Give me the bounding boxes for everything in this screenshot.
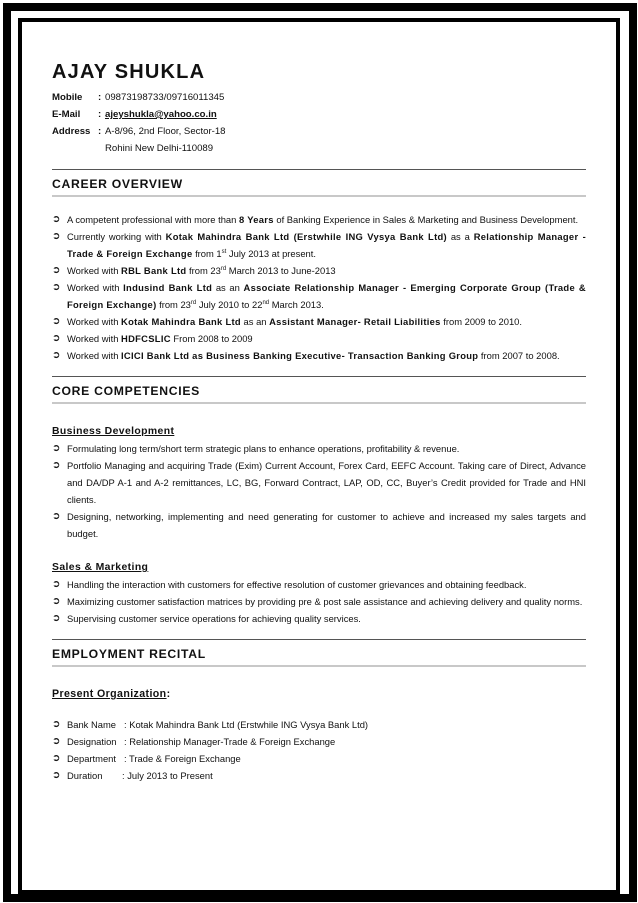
section-title-employment: EMPLOYMENT RECITAL bbox=[52, 647, 206, 661]
organization-details-list bbox=[52, 716, 586, 784]
present-organization-title: Present Organization: bbox=[52, 688, 171, 700]
sales-marketing-list bbox=[52, 576, 586, 627]
email-link[interactable]: ajeyshukla@yahoo.co.in bbox=[105, 109, 217, 120]
address-line-1: A-8/96, 2nd Floor, Sector-18 bbox=[105, 126, 226, 137]
arrow-bullet-icon: ➲ bbox=[52, 736, 61, 747]
section-divider-bottom bbox=[52, 665, 586, 667]
email-colon: : bbox=[98, 109, 102, 120]
section-divider-top bbox=[52, 639, 586, 640]
arrow-bullet-icon: ➲ bbox=[52, 333, 61, 344]
list-item: ➲ Maximizing customer satisfaction matrices by providing pre & post sale assistance and achieving delivery and quality norms. bbox=[52, 593, 586, 610]
career-list bbox=[52, 211, 586, 364]
list-item: ➲ Worked with Kotak Mahindra Bank Ltd as an Assistant Manager- Retail Liabilities from 2009 to 2010. bbox=[52, 313, 586, 330]
list-item: ➲ Handling the interaction with customers for effective resolution of customer grievances and obtaining feedback. bbox=[52, 576, 586, 593]
contact-email-row bbox=[52, 106, 586, 123]
list-item bbox=[52, 733, 586, 750]
list-item bbox=[52, 750, 586, 767]
list-item: ➲ Worked with RBL Bank Ltd from 23rd March 2013 to June-2013 bbox=[52, 262, 586, 279]
subsection-title-business-development: Business Development bbox=[52, 426, 175, 437]
contact-address-row bbox=[52, 123, 586, 140]
email-label: E-Mail bbox=[52, 109, 81, 120]
list-item: ➲ Designing, networking, implementing and need generating for customer to achieve and increased my sales targets and budget. bbox=[52, 508, 586, 542]
bank-name-value: : Kotak Mahindra Bank Ltd (Erstwhile ING Vysya Bank Ltd) bbox=[124, 719, 369, 730]
arrow-bullet-icon: ➲ bbox=[52, 719, 61, 730]
list-item: ➲ Portfolio Managing and acquiring Trade (Exim) Current Account, Forex Card, EEFC Account. Taking care of Direct, Advance and DA/DP A-1 and A-2 remittances, LC, BG, Forward Contract, LAP, OD, CC, Buyer’s Credit provided for Trade and HNI clients. bbox=[52, 457, 586, 508]
section-title-competencies: CORE COMPETENCIES bbox=[52, 384, 201, 398]
bank-name-label: Bank Name bbox=[67, 719, 116, 730]
list-item bbox=[52, 767, 586, 784]
contact-address-row-2 bbox=[52, 140, 586, 157]
duration-label: Duration bbox=[67, 770, 103, 781]
section-divider-top bbox=[52, 376, 586, 377]
department-label: Department bbox=[67, 753, 116, 764]
section-divider-bottom bbox=[52, 195, 586, 197]
arrow-bullet-icon: ➲ bbox=[52, 596, 61, 607]
list-item: ➲ Currently working with Kotak Mahindra Bank Ltd (Erstwhile ING Vysya Bank Ltd) as a Relationship Manager - Trade & Foreign Exchange from 1st July 2013 at present. bbox=[52, 228, 586, 262]
candidate-name: AJAY SHUKLA bbox=[52, 61, 206, 83]
list-item: ➲ Formulating long term/short term strategic plans to enhance operations, profitability & revenue. bbox=[52, 440, 586, 457]
section-divider-top bbox=[52, 169, 586, 170]
contact-mobile-row bbox=[52, 89, 586, 106]
arrow-bullet-icon: ➲ bbox=[52, 350, 61, 361]
list-item bbox=[52, 716, 586, 733]
arrow-bullet-icon: ➲ bbox=[52, 231, 61, 242]
resume-content bbox=[52, 60, 586, 784]
business-development-list bbox=[52, 440, 586, 542]
list-item: ➲ Worked with Indusind Bank Ltd as an Associate Relationship Manager - Emerging Corporate Group (Trade & Foreign Exchange) from 23rd July 2010 to 22nd March 2013. bbox=[52, 279, 586, 313]
department-value: : Trade & Foreign Exchange bbox=[124, 753, 241, 764]
arrow-bullet-icon: ➲ bbox=[52, 753, 61, 764]
mobile-value: 09873198733/09716011345 bbox=[105, 92, 225, 103]
address-label: Address bbox=[52, 126, 91, 137]
list-item: ➲ Worked with ICICI Bank Ltd as Business Banking Executive- Transaction Banking Group from 2007 to 2008. bbox=[52, 347, 586, 364]
arrow-bullet-icon: ➲ bbox=[52, 443, 61, 454]
duration-value: : July 2013 to Present bbox=[122, 770, 213, 781]
arrow-bullet-icon: ➲ bbox=[52, 282, 61, 293]
list-item: ➲ A competent professional with more than 8 Years of Banking Experience in Sales & Marketing and Business Development. bbox=[52, 211, 586, 228]
arrow-bullet-icon: ➲ bbox=[52, 579, 61, 590]
arrow-bullet-icon: ➲ bbox=[52, 460, 61, 471]
list-item: ➲ Supervising customer service operations for achieving quality services. bbox=[52, 610, 586, 627]
arrow-bullet-icon: ➲ bbox=[52, 770, 61, 781]
designation-value: : Relationship Manager-Trade & Foreign Exchange bbox=[124, 736, 336, 747]
list-item: ➲ Worked with HDFCSLIC From 2008 to 2009 bbox=[52, 330, 586, 347]
arrow-bullet-icon: ➲ bbox=[52, 613, 61, 624]
address-colon: : bbox=[98, 126, 102, 137]
arrow-bullet-icon: ➲ bbox=[52, 265, 61, 276]
arrow-bullet-icon: ➲ bbox=[52, 214, 61, 225]
address-line-2: Rohini New Delhi-110089 bbox=[105, 143, 214, 154]
designation-label: Designation bbox=[67, 736, 117, 747]
section-divider-bottom bbox=[52, 402, 586, 404]
mobile-label: Mobile bbox=[52, 92, 83, 103]
arrow-bullet-icon: ➲ bbox=[52, 316, 61, 327]
subsection-title-sales-marketing: Sales & Marketing bbox=[52, 562, 149, 573]
mobile-colon: : bbox=[98, 92, 102, 103]
arrow-bullet-icon: ➲ bbox=[52, 511, 61, 522]
section-title-career: CAREER OVERVIEW bbox=[52, 177, 183, 191]
